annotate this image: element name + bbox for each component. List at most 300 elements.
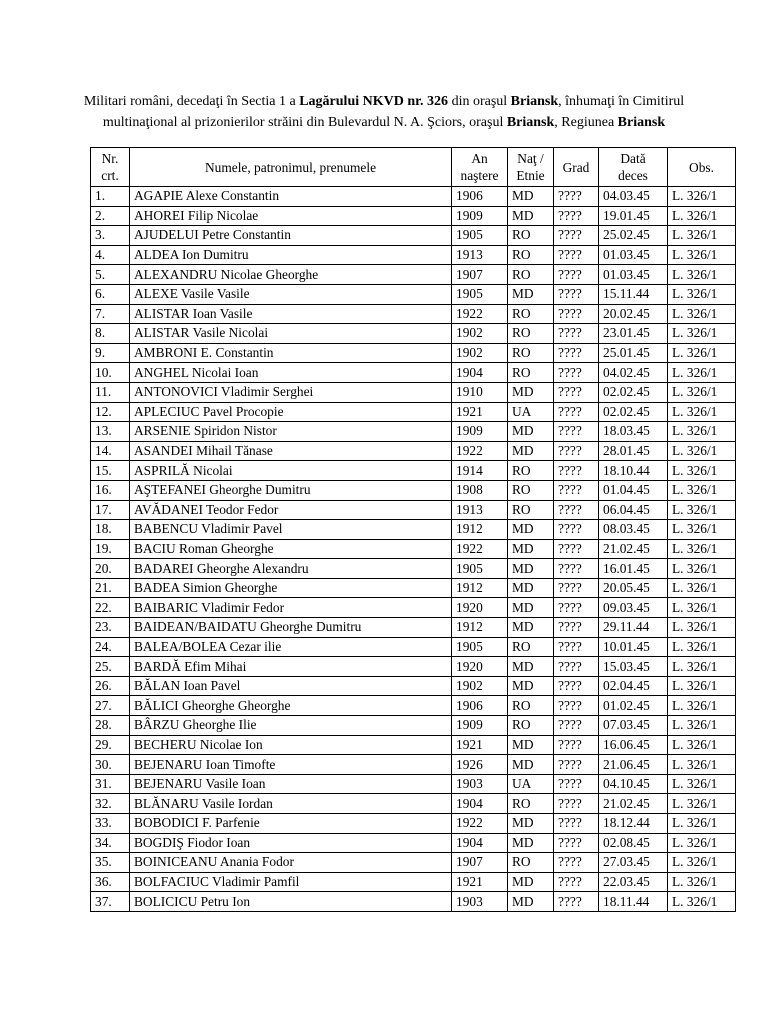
table-row xyxy=(91,637,736,657)
birth-year: 1903 xyxy=(452,892,508,912)
table-body xyxy=(91,187,736,912)
soldier-name: BALEA/BOLEA Cezar ilie xyxy=(130,637,452,657)
nationality: MD xyxy=(508,598,554,618)
soldier-name: BEJENARU Vasile Ioan xyxy=(130,774,452,794)
table-row xyxy=(91,206,736,226)
table-row xyxy=(91,539,736,559)
nationality: RO xyxy=(508,461,554,481)
death-date: 02.04.45 xyxy=(599,676,668,696)
soldier-name: AGAPIE Alexe Constantin xyxy=(130,187,452,207)
nationality: RO xyxy=(508,245,554,265)
birth-year: 1907 xyxy=(452,853,508,873)
grade: ???? xyxy=(554,363,599,383)
nationality: MD xyxy=(508,520,554,540)
death-date: 21.06.45 xyxy=(599,755,668,775)
table-row xyxy=(91,382,736,402)
death-date: 10.01.45 xyxy=(599,637,668,657)
obs-code: L. 326/1 xyxy=(668,755,736,775)
header-year-line1: An xyxy=(471,151,488,166)
title-text: multinaţional al prizonierilor străini din Bulevardul N. A. Şciors, oraşul xyxy=(102,115,507,130)
soldier-name: BOLFACIUC Vladimir Pamfil xyxy=(130,872,452,892)
death-date: 07.03.45 xyxy=(599,716,668,736)
soldier-name: BLĂNARU Vasile Iordan xyxy=(130,794,452,814)
nationality: UA xyxy=(508,402,554,422)
nationality: MD xyxy=(508,422,554,442)
birth-year: 1905 xyxy=(452,284,508,304)
nationality: RO xyxy=(508,853,554,873)
birth-year: 1922 xyxy=(452,441,508,461)
soldier-name: ALEXANDRU Nicolae Gheorghe xyxy=(130,265,452,285)
nationality: MD xyxy=(508,382,554,402)
nationality: MD xyxy=(508,755,554,775)
table-row xyxy=(91,833,736,853)
row-number: 17. xyxy=(91,500,130,520)
obs-code: L. 326/1 xyxy=(668,441,736,461)
soldier-name: BÂRZU Gheorghe Ilie xyxy=(130,716,452,736)
nationality: RO xyxy=(508,696,554,716)
row-number: 21. xyxy=(91,578,130,598)
nationality: MD xyxy=(508,833,554,853)
death-date: 08.03.45 xyxy=(599,520,668,540)
row-number: 28. xyxy=(91,716,130,736)
row-number: 1. xyxy=(91,187,130,207)
grade: ???? xyxy=(554,853,599,873)
obs-code: L. 326/1 xyxy=(668,618,736,638)
obs-code: L. 326/1 xyxy=(668,559,736,579)
soldier-name: BADAREI Gheorghe Alexandru xyxy=(130,559,452,579)
nationality: MD xyxy=(508,284,554,304)
table-row xyxy=(91,559,736,579)
table-row xyxy=(91,853,736,873)
nationality: MD xyxy=(508,187,554,207)
obs-code: L. 326/1 xyxy=(668,735,736,755)
obs-code: L. 326/1 xyxy=(668,872,736,892)
death-date: 19.01.45 xyxy=(599,206,668,226)
grade: ???? xyxy=(554,187,599,207)
death-date: 20.05.45 xyxy=(599,578,668,598)
nationality: RO xyxy=(508,480,554,500)
obs-code: L. 326/1 xyxy=(668,480,736,500)
soldier-name: BACIU Roman Gheorghe xyxy=(130,539,452,559)
header-nat-line2: Etnie xyxy=(516,168,545,183)
header-year-line2: naştere xyxy=(460,168,499,183)
death-date: 02.02.45 xyxy=(599,402,668,422)
grade: ???? xyxy=(554,324,599,344)
roster-table xyxy=(90,147,736,912)
obs-code: L. 326/1 xyxy=(668,676,736,696)
title-line-1 xyxy=(70,91,698,112)
header-nr-line1: Nr. xyxy=(101,151,119,166)
row-number: 23. xyxy=(91,618,130,638)
soldier-name: BOLICICU Petru Ion xyxy=(130,892,452,912)
row-number: 35. xyxy=(91,853,130,873)
table-row xyxy=(91,480,736,500)
table-row xyxy=(91,245,736,265)
birth-year: 1912 xyxy=(452,578,508,598)
obs-code: L. 326/1 xyxy=(668,657,736,677)
table-row xyxy=(91,226,736,246)
soldier-name: ALDEA Ion Dumitru xyxy=(130,245,452,265)
birth-year: 1909 xyxy=(452,716,508,736)
death-date: 29.11.44 xyxy=(599,618,668,638)
birth-year: 1909 xyxy=(452,422,508,442)
nationality: RO xyxy=(508,500,554,520)
soldier-name: BĂLAN Ioan Pavel xyxy=(130,676,452,696)
death-date: 09.03.45 xyxy=(599,598,668,618)
nationality: RO xyxy=(508,226,554,246)
birth-year: 1902 xyxy=(452,324,508,344)
table-row xyxy=(91,500,736,520)
grade: ???? xyxy=(554,226,599,246)
grade: ???? xyxy=(554,559,599,579)
birth-year: 1920 xyxy=(452,657,508,677)
header-death-date xyxy=(599,148,668,187)
title-text: Militari români, decedaţi în Sectia 1 a xyxy=(83,94,300,109)
row-number: 36. xyxy=(91,872,130,892)
obs-code: L. 326/1 xyxy=(668,382,736,402)
birth-year: 1926 xyxy=(452,755,508,775)
grade: ???? xyxy=(554,774,599,794)
death-date: 04.10.45 xyxy=(599,774,668,794)
nationality: RO xyxy=(508,716,554,736)
header-name: Numele, patronimul, prenumele xyxy=(130,148,452,187)
nationality: MD xyxy=(508,735,554,755)
soldier-name: ARSENIE Spiridon Nistor xyxy=(130,422,452,442)
grade: ???? xyxy=(554,676,599,696)
region-name: Briansk xyxy=(617,115,666,130)
grade: ???? xyxy=(554,520,599,540)
row-number: 10. xyxy=(91,363,130,383)
table-row xyxy=(91,441,736,461)
birth-year: 1921 xyxy=(452,402,508,422)
obs-code: L. 326/1 xyxy=(668,226,736,246)
table-row xyxy=(91,265,736,285)
table-row xyxy=(91,872,736,892)
table-row xyxy=(91,755,736,775)
table-row xyxy=(91,304,736,324)
row-number: 14. xyxy=(91,441,130,461)
death-date: 16.01.45 xyxy=(599,559,668,579)
row-number: 31. xyxy=(91,774,130,794)
row-number: 26. xyxy=(91,676,130,696)
soldier-name: ALISTAR Vasile Nicolai xyxy=(130,324,452,344)
death-date: 18.10.44 xyxy=(599,461,668,481)
row-number: 12. xyxy=(91,402,130,422)
obs-code: L. 326/1 xyxy=(668,794,736,814)
obs-code: L. 326/1 xyxy=(668,539,736,559)
grade: ???? xyxy=(554,343,599,363)
soldier-name: BECHERU Nicolae Ion xyxy=(130,735,452,755)
table-row xyxy=(91,578,736,598)
soldier-name: ASANDEI Mihail Tănase xyxy=(130,441,452,461)
soldier-name: ALEXE Vasile Vasile xyxy=(130,284,452,304)
death-date: 25.01.45 xyxy=(599,343,668,363)
death-date: 18.12.44 xyxy=(599,814,668,834)
obs-code: L. 326/1 xyxy=(668,892,736,912)
grade: ???? xyxy=(554,794,599,814)
obs-code: L. 326/1 xyxy=(668,402,736,422)
header-nr xyxy=(91,148,130,187)
soldier-name: BEJENARU Ioan Timofte xyxy=(130,755,452,775)
birth-year: 1908 xyxy=(452,480,508,500)
table-row xyxy=(91,676,736,696)
soldier-name: BAIBARIC Vladimir Fedor xyxy=(130,598,452,618)
nationality: RO xyxy=(508,363,554,383)
grade: ???? xyxy=(554,892,599,912)
soldier-name: APLECIUC Pavel Procopie xyxy=(130,402,452,422)
nationality: MD xyxy=(508,618,554,638)
header-nr-line2: crt. xyxy=(101,168,119,183)
obs-code: L. 326/1 xyxy=(668,265,736,285)
birth-year: 1914 xyxy=(452,461,508,481)
row-number: 4. xyxy=(91,245,130,265)
grade: ???? xyxy=(554,402,599,422)
nationality: MD xyxy=(508,892,554,912)
title-line-2 xyxy=(70,112,698,133)
city-name: Briansk xyxy=(506,115,555,130)
grade: ???? xyxy=(554,500,599,520)
grade: ???? xyxy=(554,833,599,853)
table-row xyxy=(91,618,736,638)
obs-code: L. 326/1 xyxy=(668,500,736,520)
death-date: 21.02.45 xyxy=(599,539,668,559)
grade: ???? xyxy=(554,422,599,442)
nationality: RO xyxy=(508,304,554,324)
obs-code: L. 326/1 xyxy=(668,187,736,207)
obs-code: L. 326/1 xyxy=(668,696,736,716)
camp-name: Lagărului NKVD nr. 326 xyxy=(299,94,449,109)
birth-year: 1905 xyxy=(452,559,508,579)
birth-year: 1904 xyxy=(452,833,508,853)
header-nat-line1: Naţ / xyxy=(517,151,544,166)
death-date: 04.02.45 xyxy=(599,363,668,383)
death-date: 01.03.45 xyxy=(599,245,668,265)
obs-code: L. 326/1 xyxy=(668,637,736,657)
header-birth-year xyxy=(452,148,508,187)
death-date: 25.02.45 xyxy=(599,226,668,246)
nationality: MD xyxy=(508,578,554,598)
row-number: 27. xyxy=(91,696,130,716)
row-number: 8. xyxy=(91,324,130,344)
table-row xyxy=(91,363,736,383)
soldier-name: AMBRONI E. Constantin xyxy=(130,343,452,363)
row-number: 7. xyxy=(91,304,130,324)
birth-year: 1922 xyxy=(452,304,508,324)
grade: ???? xyxy=(554,245,599,265)
death-date: 16.06.45 xyxy=(599,735,668,755)
grade: ???? xyxy=(554,539,599,559)
death-date: 02.08.45 xyxy=(599,833,668,853)
row-number: 3. xyxy=(91,226,130,246)
soldier-name: ASPRILĂ Nicolai xyxy=(130,461,452,481)
grade: ???? xyxy=(554,461,599,481)
row-number: 34. xyxy=(91,833,130,853)
row-number: 2. xyxy=(91,206,130,226)
birth-year: 1921 xyxy=(452,872,508,892)
nationality: MD xyxy=(508,814,554,834)
obs-code: L. 326/1 xyxy=(668,833,736,853)
table-row xyxy=(91,187,736,207)
birth-year: 1909 xyxy=(452,206,508,226)
death-date: 20.02.45 xyxy=(599,304,668,324)
birth-year: 1913 xyxy=(452,500,508,520)
birth-year: 1902 xyxy=(452,676,508,696)
soldier-name: BOBODICI F. Parfenie xyxy=(130,814,452,834)
nationality: RO xyxy=(508,637,554,657)
table-row xyxy=(91,461,736,481)
death-date: 01.03.45 xyxy=(599,265,668,285)
birth-year: 1922 xyxy=(452,539,508,559)
table-row xyxy=(91,696,736,716)
birth-year: 1904 xyxy=(452,794,508,814)
table-row xyxy=(91,284,736,304)
row-number: 15. xyxy=(91,461,130,481)
table-row xyxy=(91,598,736,618)
row-number: 24. xyxy=(91,637,130,657)
nationality: MD xyxy=(508,657,554,677)
row-number: 19. xyxy=(91,539,130,559)
nationality: RO xyxy=(508,794,554,814)
table-row xyxy=(91,814,736,834)
nationality: MD xyxy=(508,206,554,226)
table-row xyxy=(91,343,736,363)
death-date: 21.02.45 xyxy=(599,794,668,814)
death-date: 22.03.45 xyxy=(599,872,668,892)
death-date: 28.01.45 xyxy=(599,441,668,461)
header-grade: Grad xyxy=(554,148,599,187)
row-number: 33. xyxy=(91,814,130,834)
obs-code: L. 326/1 xyxy=(668,343,736,363)
soldier-name: BOINICEANU Anania Fodor xyxy=(130,853,452,873)
obs-code: L. 326/1 xyxy=(668,853,736,873)
soldier-name: ANGHEL Nicolai Ioan xyxy=(130,363,452,383)
death-date: 23.01.45 xyxy=(599,324,668,344)
birth-year: 1920 xyxy=(452,598,508,618)
grade: ???? xyxy=(554,637,599,657)
nationality: MD xyxy=(508,872,554,892)
row-number: 6. xyxy=(91,284,130,304)
row-number: 11. xyxy=(91,382,130,402)
header-nationality xyxy=(508,148,554,187)
nationality: MD xyxy=(508,676,554,696)
grade: ???? xyxy=(554,657,599,677)
title-text: , înhumaţi în Cimitirul xyxy=(558,94,685,109)
document-title xyxy=(70,91,698,133)
death-date: 15.03.45 xyxy=(599,657,668,677)
birth-year: 1910 xyxy=(452,382,508,402)
soldier-name: ANTONOVICI Vladimir Serghei xyxy=(130,382,452,402)
grade: ???? xyxy=(554,755,599,775)
soldier-name: BAIDEAN/BAIDATU Gheorghe Dumitru xyxy=(130,618,452,638)
header-death-line1: Dată xyxy=(620,151,646,166)
grade: ???? xyxy=(554,578,599,598)
grade: ???? xyxy=(554,480,599,500)
obs-code: L. 326/1 xyxy=(668,422,736,442)
soldier-name: BĂLICI Gheorghe Gheorghe xyxy=(130,696,452,716)
birth-year: 1906 xyxy=(452,187,508,207)
title-text: din oraşul xyxy=(448,94,511,109)
title-text: , Regiunea xyxy=(554,115,618,130)
death-date: 02.02.45 xyxy=(599,382,668,402)
table-row xyxy=(91,324,736,344)
obs-code: L. 326/1 xyxy=(668,598,736,618)
grade: ???? xyxy=(554,872,599,892)
soldier-name: ALISTAR Ioan Vasile xyxy=(130,304,452,324)
grade: ???? xyxy=(554,382,599,402)
obs-code: L. 326/1 xyxy=(668,461,736,481)
row-number: 29. xyxy=(91,735,130,755)
row-number: 9. xyxy=(91,343,130,363)
nationality: MD xyxy=(508,559,554,579)
death-date: 15.11.44 xyxy=(599,284,668,304)
birth-year: 1902 xyxy=(452,343,508,363)
soldier-name: BARDĂ Efim Mihai xyxy=(130,657,452,677)
obs-code: L. 326/1 xyxy=(668,578,736,598)
row-number: 22. xyxy=(91,598,130,618)
birth-year: 1905 xyxy=(452,226,508,246)
birth-year: 1904 xyxy=(452,363,508,383)
nationality: UA xyxy=(508,774,554,794)
table-row xyxy=(91,735,736,755)
death-date: 04.03.45 xyxy=(599,187,668,207)
death-date: 01.04.45 xyxy=(599,480,668,500)
table-row xyxy=(91,892,736,912)
row-number: 16. xyxy=(91,480,130,500)
soldier-name: BABENCU Vladimir Pavel xyxy=(130,520,452,540)
table-row xyxy=(91,716,736,736)
birth-year: 1906 xyxy=(452,696,508,716)
soldier-name: AŞTEFANEI Gheorghe Dumitru xyxy=(130,480,452,500)
obs-code: L. 326/1 xyxy=(668,324,736,344)
row-number: 20. xyxy=(91,559,130,579)
obs-code: L. 326/1 xyxy=(668,774,736,794)
obs-code: L. 326/1 xyxy=(668,520,736,540)
grade: ???? xyxy=(554,441,599,461)
row-number: 25. xyxy=(91,657,130,677)
header-obs: Obs. xyxy=(668,148,736,187)
table-row xyxy=(91,402,736,422)
soldier-name: AHOREI Filip Nicolae xyxy=(130,206,452,226)
header-death-line2: deces xyxy=(618,168,648,183)
birth-year: 1912 xyxy=(452,618,508,638)
row-number: 13. xyxy=(91,422,130,442)
grade: ???? xyxy=(554,735,599,755)
grade: ???? xyxy=(554,265,599,285)
grade: ???? xyxy=(554,696,599,716)
grade: ???? xyxy=(554,618,599,638)
city-name: Briansk xyxy=(510,94,559,109)
grade: ???? xyxy=(554,598,599,618)
table-row xyxy=(91,520,736,540)
table-header-row xyxy=(91,148,736,187)
soldier-name: BADEA Simion Gheorghe xyxy=(130,578,452,598)
birth-year: 1921 xyxy=(452,735,508,755)
death-date: 01.02.45 xyxy=(599,696,668,716)
nationality: RO xyxy=(508,324,554,344)
table-row xyxy=(91,774,736,794)
obs-code: L. 326/1 xyxy=(668,284,736,304)
birth-year: 1913 xyxy=(452,245,508,265)
grade: ???? xyxy=(554,716,599,736)
obs-code: L. 326/1 xyxy=(668,206,736,226)
nationality: MD xyxy=(508,539,554,559)
obs-code: L. 326/1 xyxy=(668,716,736,736)
grade: ???? xyxy=(554,284,599,304)
obs-code: L. 326/1 xyxy=(668,814,736,834)
birth-year: 1922 xyxy=(452,814,508,834)
table-row xyxy=(91,422,736,442)
death-date: 27.03.45 xyxy=(599,853,668,873)
